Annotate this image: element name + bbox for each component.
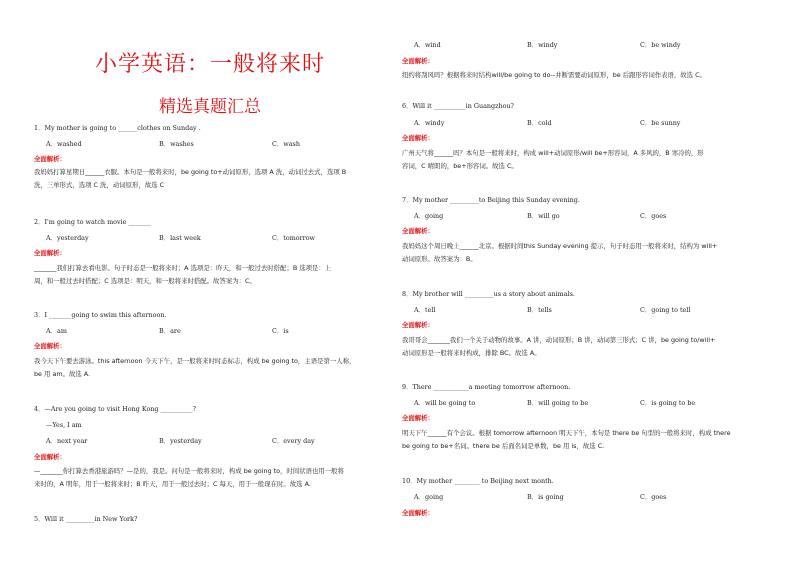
option-c: C．be sunny xyxy=(640,119,681,127)
option-a: A．washed xyxy=(46,140,82,148)
answer-header: 全面解析： xyxy=(34,342,66,350)
option-c: C．is xyxy=(272,327,289,335)
option-a: A．yesterday xyxy=(46,234,89,242)
title-text: 小学英语：一般将来时 xyxy=(94,52,325,77)
answer-header: 全面解析： xyxy=(402,414,434,422)
option-a: A．next year xyxy=(46,437,88,445)
explanation-line: 我今天下午要去游泳。this afternoon 今天下午，是一般将来时时态标志，构成 be going to，主语是第一人称， xyxy=(34,357,356,365)
question-1: 1．My mother is going to ______clothes on Sunday . xyxy=(34,124,201,132)
option-c: C．tomorrow xyxy=(272,234,316,242)
option-a: A．wind xyxy=(414,41,441,49)
option-b: B．cold xyxy=(527,119,552,127)
question-7: 7．My mother _________to Beijing this Sunday evening. xyxy=(402,196,580,204)
option-a: A．will be going to xyxy=(414,399,476,407)
answer-header: 全面解析： xyxy=(34,155,66,163)
option-c: C．every day xyxy=(272,437,315,445)
option-a: A．windy xyxy=(414,119,445,127)
answer-header: 全面解析： xyxy=(402,509,434,517)
explanation-line: 纽约将刮风吗？根据将来时结构will/be going to do--并断需要动词原形，be 后跟形容词作表语，故选 C。 xyxy=(402,71,706,79)
option-a: A．going xyxy=(414,212,444,220)
question-4-reply: —Yes, I am xyxy=(46,421,82,429)
question-3: 3．I _______going to swim this afternoon. xyxy=(34,311,167,319)
explanation-line: 我妈妈打算星期日______衣服。本句是一般将来时，be going to+动词原形，选项 A 洗，动词过去式，选项 B xyxy=(34,168,347,176)
explanation-7 xyxy=(402,240,764,266)
option-c: C．goes xyxy=(640,212,667,220)
answer-header: 全面解析： xyxy=(402,57,434,65)
question-5: 5．Will it _________in New York? xyxy=(34,515,138,523)
explanation-6 xyxy=(402,147,764,173)
option-b: B．windy xyxy=(527,41,558,49)
answer-header: 全面解析： xyxy=(402,227,434,235)
explanation-line: 我哥哥会_______我们一个关于动物的故事。A 讲，动词原形；B 讲，动词第三形式；C 讲，be going to/will+ xyxy=(402,336,716,344)
option-b: B．last week xyxy=(159,234,201,242)
explanation-5 xyxy=(402,69,764,82)
page-subtitle: 精选真题汇总 xyxy=(159,97,261,117)
option-b: B．yesterday xyxy=(159,437,202,445)
question-9: 9．There ___________a meeting tomorrow afternoon. xyxy=(402,383,571,391)
explanation-line: 动词原形是一般将来时构成，排除 BC。故选 A。 xyxy=(402,349,541,357)
option-a: A．am xyxy=(46,327,67,335)
explanation-8 xyxy=(402,334,764,360)
option-a: A．going xyxy=(414,493,444,501)
explanation-1 xyxy=(34,166,386,192)
question-6: 6．Will it __________in Guangzhou? xyxy=(402,102,514,110)
option-b: B．tells xyxy=(527,306,552,314)
explanation-line: be going to be+名词。there be 后面名词是单数，be 用 is，故选 C. xyxy=(402,442,605,450)
explanation-line: _______我们打算去看电影。句子时态是一般将来时；A 选项是：昨天，和一般过去时搭配；B 选项是：上 xyxy=(34,264,332,272)
question-8: 8．My brother will _________us a story about animals. xyxy=(402,290,575,298)
answer-header: 全面解析： xyxy=(402,321,434,329)
explanation-line: 周，和一般过去时搭配；C 选项是：明天，和一般将来时搭配。故答案为：C。 xyxy=(34,277,256,285)
option-b: B．is going xyxy=(527,493,564,501)
explanation-line: 动词原形。故答案为：B。 xyxy=(402,255,477,263)
explanation-line: 广州天气将______吗？本句是一般将来时，构成 will+动词原形/will be+形容词，A 多风的，B 寒冷的，形 xyxy=(402,149,704,157)
explanation-9 xyxy=(402,427,764,453)
explanation-4 xyxy=(34,465,386,491)
right-column xyxy=(402,0,764,562)
explanation-line: 我妈妈这个周日晚上______北京。根据时间this Sunday evening 提示，句子时态用一般将来时，结构为 will+ xyxy=(402,242,718,250)
explanation-line: be 用 am。故选 A. xyxy=(34,370,91,378)
question-10: 10．My mother ________ to Beijing next month. xyxy=(402,477,554,485)
option-b: B．washes xyxy=(159,140,194,148)
explanation-line: 明天下午______有个会议。根据 tomorrow afternoon 明天下午，本句是 there be 句型的一般将来时，构成 there xyxy=(402,429,731,437)
page-title xyxy=(34,47,386,78)
left-column xyxy=(34,0,386,562)
answer-header: 全面解析： xyxy=(34,249,66,257)
explanation-line: —_______你打算去香港旅游吗？—是的，我是。问句是一般将来时，构成 be going to，时间状语也用一般将 xyxy=(34,467,344,475)
option-c: C．wash xyxy=(272,140,300,148)
answer-header: 全面解析： xyxy=(402,134,434,142)
option-b: B．will go xyxy=(527,212,560,220)
option-c: C．be windy xyxy=(640,41,681,49)
question-2: 2．I'm going to watch movie _______ xyxy=(34,218,151,226)
explanation-line: 容词，C 晴朗的，be+形容词。故选 C。 xyxy=(402,162,518,170)
option-c: C．is going to be xyxy=(640,399,696,407)
explanation-3 xyxy=(34,355,386,381)
option-a: A．tell xyxy=(414,306,436,314)
explanation-line: 洗，三单形式，选项 C 洗，动词原形，故选 C xyxy=(34,181,165,189)
answer-header: 全面解析： xyxy=(34,453,66,461)
explanation-line: 来时的，A 明年，用于一般将来时；B 昨天，用于一般过去时；C 每天，用于一般现在时。故选 A. xyxy=(34,480,311,488)
option-b: B．are xyxy=(159,327,181,335)
option-b: B．will going to be xyxy=(527,399,589,407)
option-c: C．goes xyxy=(640,493,667,501)
question-4: 4．—Are you going to visit Hong Kong __________? xyxy=(34,405,196,413)
explanation-2 xyxy=(34,262,386,288)
option-c: C．going to tell xyxy=(640,306,691,314)
